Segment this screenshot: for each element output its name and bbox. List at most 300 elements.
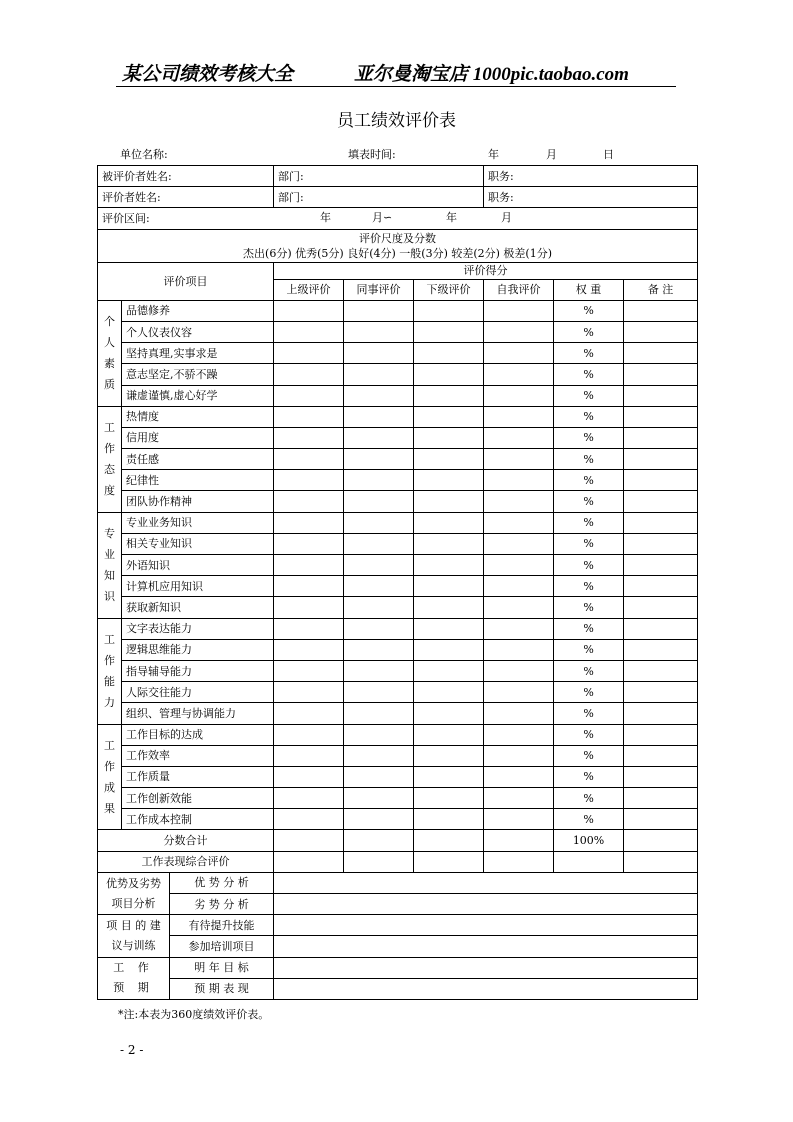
overall-row xyxy=(98,851,698,872)
peer-score-cell[interactable] xyxy=(344,321,414,342)
remark-cell[interactable] xyxy=(624,660,698,681)
subordinate-score-cell[interactable] xyxy=(414,385,484,406)
weight-percent-cell[interactable]: % xyxy=(554,470,624,491)
remark-cell[interactable] xyxy=(624,427,698,448)
total-superior-cell[interactable] xyxy=(274,830,344,851)
superior-score-cell[interactable] xyxy=(274,300,344,321)
self-score-cell[interactable] xyxy=(484,364,554,385)
page-number: - 2 - xyxy=(120,1043,144,1057)
self-score-cell[interactable] xyxy=(484,321,554,342)
evaluator-name-field[interactable]: 评价者姓名: xyxy=(98,187,274,208)
superior-score-cell[interactable] xyxy=(274,809,344,830)
peer-score-cell[interactable] xyxy=(344,533,414,554)
item-label: 品德修养 xyxy=(122,300,274,321)
subordinate-score-cell[interactable] xyxy=(414,555,484,576)
remark-cell[interactable] xyxy=(624,576,698,597)
period-label: 评价区间: xyxy=(102,211,150,225)
scale-title: 评价尺度及分数 xyxy=(359,231,437,245)
advice-label-line2: 议与训练 xyxy=(111,938,156,952)
superior-score-cell[interactable] xyxy=(274,427,344,448)
skills-row xyxy=(98,915,698,936)
subordinate-score-cell[interactable] xyxy=(414,724,484,745)
remark-cell[interactable] xyxy=(624,555,698,576)
subordinate-score-cell[interactable] xyxy=(414,321,484,342)
category-label-char: 工 xyxy=(104,421,115,435)
weight-percent-cell[interactable]: % xyxy=(554,406,624,427)
self-score-cell[interactable] xyxy=(484,470,554,491)
item-label: 意志坚定,不骄不躁 xyxy=(122,364,274,385)
category-label-char: 态 xyxy=(104,463,115,477)
item-label: 坚持真理,实事求是 xyxy=(122,343,274,364)
category-label-char: 工 xyxy=(104,633,115,647)
total-remark-cell[interactable] xyxy=(624,830,698,851)
self-score-cell[interactable] xyxy=(484,555,554,576)
superior-score-cell[interactable] xyxy=(274,618,344,639)
weakness-row xyxy=(98,894,698,915)
superior-score-cell[interactable] xyxy=(274,788,344,809)
subordinate-score-cell[interactable] xyxy=(414,576,484,597)
subordinate-score-cell[interactable] xyxy=(414,682,484,703)
weight-percent-cell[interactable]: % xyxy=(554,343,624,364)
superior-column-header: 上级评价 xyxy=(274,279,344,300)
item-label: 团队协作精神 xyxy=(122,491,274,512)
subordinate-score-cell[interactable] xyxy=(414,788,484,809)
peer-score-cell[interactable] xyxy=(344,682,414,703)
peer-column-header: 同事评价 xyxy=(344,279,414,300)
overall-peer-cell[interactable] xyxy=(344,851,414,872)
superior-score-cell[interactable] xyxy=(274,745,344,766)
item-column-header: 评价项目 xyxy=(98,262,274,300)
item-label: 信用度 xyxy=(122,427,274,448)
remark-cell[interactable] xyxy=(624,788,698,809)
weight-percent-cell[interactable]: % xyxy=(554,321,624,342)
skills-field[interactable] xyxy=(274,915,698,936)
self-score-cell[interactable] xyxy=(484,406,554,427)
weight-percent-cell[interactable]: % xyxy=(554,639,624,660)
item-label: 外语知识 xyxy=(122,555,274,576)
remark-cell[interactable] xyxy=(624,533,698,554)
superior-score-cell[interactable] xyxy=(274,533,344,554)
overall-label: 工作表现综合评价 xyxy=(98,851,274,872)
peer-score-cell[interactable] xyxy=(344,576,414,597)
training-field[interactable] xyxy=(274,936,698,957)
superior-score-cell[interactable] xyxy=(274,470,344,491)
remark-cell[interactable] xyxy=(624,809,698,830)
superior-score-cell[interactable] xyxy=(274,597,344,618)
item-row xyxy=(98,449,698,470)
weakness-label: 劣 势 分 析 xyxy=(170,894,274,915)
evaluator-position-field[interactable]: 职务: xyxy=(484,187,698,208)
weight-percent-cell[interactable]: % xyxy=(554,449,624,470)
total-self-cell[interactable] xyxy=(484,830,554,851)
subordinate-score-cell[interactable] xyxy=(414,300,484,321)
category-label-char: 果 xyxy=(104,801,115,815)
weakness-field[interactable] xyxy=(274,894,698,915)
item-row xyxy=(98,745,698,766)
scale-row xyxy=(98,229,698,262)
peer-score-cell[interactable] xyxy=(344,555,414,576)
subordinate-score-cell[interactable] xyxy=(414,406,484,427)
weight-percent-cell[interactable]: % xyxy=(554,703,624,724)
remark-cell[interactable] xyxy=(624,618,698,639)
item-label: 工作成本控制 xyxy=(122,809,274,830)
peer-score-cell[interactable] xyxy=(344,745,414,766)
weight-percent-cell[interactable]: % xyxy=(554,427,624,448)
category-label-char: 专 xyxy=(104,527,115,541)
footnote: *注:本表为360度绩效评价表。 xyxy=(118,1008,270,1021)
self-score-cell[interactable] xyxy=(484,491,554,512)
subordinate-column-header: 下级评价 xyxy=(414,279,484,300)
remark-cell[interactable] xyxy=(624,449,698,470)
analysis-label-line1: 优势及劣势 xyxy=(106,876,161,890)
item-row xyxy=(98,809,698,830)
skills-label: 有待提升技能 xyxy=(170,915,274,936)
self-score-cell[interactable] xyxy=(484,533,554,554)
subordinate-score-cell[interactable] xyxy=(414,449,484,470)
item-row xyxy=(98,682,698,703)
superior-score-cell[interactable] xyxy=(274,321,344,342)
superior-score-cell[interactable] xyxy=(274,491,344,512)
superior-score-cell[interactable] xyxy=(274,682,344,703)
advice-label xyxy=(98,915,170,957)
peer-score-cell[interactable] xyxy=(344,449,414,470)
self-score-cell[interactable] xyxy=(484,724,554,745)
self-score-cell[interactable] xyxy=(484,427,554,448)
weight-percent-cell[interactable]: % xyxy=(554,682,624,703)
item-label: 文字表达能力 xyxy=(122,618,274,639)
self-score-cell[interactable] xyxy=(484,343,554,364)
weight-percent-cell[interactable]: % xyxy=(554,385,624,406)
goal-field[interactable] xyxy=(274,957,698,978)
remark-cell[interactable] xyxy=(624,300,698,321)
superior-score-cell[interactable] xyxy=(274,576,344,597)
item-label: 纪律性 xyxy=(122,470,274,491)
category-label xyxy=(98,724,122,830)
subordinate-score-cell[interactable] xyxy=(414,639,484,660)
superior-score-cell[interactable] xyxy=(274,766,344,787)
remark-column-header: 备 注 xyxy=(624,279,698,300)
superior-score-cell[interactable] xyxy=(274,449,344,470)
item-row xyxy=(98,597,698,618)
weight-percent-cell[interactable]: % xyxy=(554,724,624,745)
peer-score-cell[interactable] xyxy=(344,427,414,448)
item-row xyxy=(98,618,698,639)
subordinate-score-cell[interactable] xyxy=(414,364,484,385)
weight-percent-cell[interactable]: % xyxy=(554,597,624,618)
expect-field[interactable] xyxy=(274,978,698,999)
self-column-header: 自我评价 xyxy=(484,279,554,300)
column-header-row-1 xyxy=(98,262,698,279)
item-label: 指导辅导能力 xyxy=(122,660,274,681)
remark-cell[interactable] xyxy=(624,385,698,406)
weight-percent-cell[interactable]: % xyxy=(554,300,624,321)
remark-cell[interactable] xyxy=(624,703,698,724)
self-score-cell[interactable] xyxy=(484,682,554,703)
peer-score-cell[interactable] xyxy=(344,639,414,660)
item-row xyxy=(98,470,698,491)
remark-cell[interactable] xyxy=(624,724,698,745)
subordinate-score-cell[interactable] xyxy=(414,427,484,448)
item-row xyxy=(98,343,698,364)
item-row xyxy=(98,512,698,533)
period-field[interactable] xyxy=(98,208,698,229)
peer-score-cell[interactable] xyxy=(344,512,414,533)
item-label: 谦虚谨慎,虚心好学 xyxy=(122,385,274,406)
evaluatee-position-field[interactable]: 职务: xyxy=(484,166,698,187)
weight-percent-cell[interactable]: % xyxy=(554,512,624,533)
remark-cell[interactable] xyxy=(624,639,698,660)
superior-score-cell[interactable] xyxy=(274,364,344,385)
superior-score-cell[interactable] xyxy=(274,406,344,427)
weight-percent-cell[interactable]: % xyxy=(554,745,624,766)
item-label: 个人仪表仪容 xyxy=(122,321,274,342)
item-row xyxy=(98,788,698,809)
score-group-header: 评价得分 xyxy=(274,262,698,279)
peer-score-cell[interactable] xyxy=(344,809,414,830)
remark-cell[interactable] xyxy=(624,745,698,766)
item-row xyxy=(98,364,698,385)
remark-cell[interactable] xyxy=(624,766,698,787)
analysis-label-line2: 项目分析 xyxy=(111,896,156,910)
item-label: 组织、管理与协调能力 xyxy=(122,703,274,724)
item-row xyxy=(98,639,698,660)
peer-score-cell[interactable] xyxy=(344,660,414,681)
strength-field[interactable] xyxy=(274,872,698,893)
self-score-cell[interactable] xyxy=(484,766,554,787)
superior-score-cell[interactable] xyxy=(274,660,344,681)
overall-weight-cell[interactable] xyxy=(554,851,624,872)
subordinate-score-cell[interactable] xyxy=(414,809,484,830)
peer-score-cell[interactable] xyxy=(344,300,414,321)
item-row xyxy=(98,724,698,745)
self-score-cell[interactable] xyxy=(484,597,554,618)
item-label: 人际交往能力 xyxy=(122,682,274,703)
category-label-char: 作 xyxy=(104,759,115,773)
forecast-label xyxy=(98,957,170,999)
header-right-text: 亚尔曼淘宝店 1000pic.taobao.com xyxy=(354,64,629,85)
remark-cell[interactable] xyxy=(624,364,698,385)
superior-score-cell[interactable] xyxy=(274,512,344,533)
self-score-cell[interactable] xyxy=(484,788,554,809)
self-score-cell[interactable] xyxy=(484,512,554,533)
self-score-cell[interactable] xyxy=(484,660,554,681)
item-label: 热情度 xyxy=(122,406,274,427)
period-year-from: 年 xyxy=(320,211,331,225)
category-label-char: 个 xyxy=(104,315,115,329)
category-label-char: 识 xyxy=(104,590,115,604)
peer-score-cell[interactable] xyxy=(344,491,414,512)
item-label: 工作质量 xyxy=(122,766,274,787)
period-row xyxy=(98,208,698,229)
unit-name-label: 单位名称: xyxy=(120,148,168,161)
total-row xyxy=(98,830,698,851)
item-row xyxy=(98,491,698,512)
total-label: 分数合计 xyxy=(98,830,274,851)
overall-subordinate-cell[interactable] xyxy=(414,851,484,872)
scale-cell xyxy=(98,229,698,262)
category-label-char: 力 xyxy=(104,696,115,710)
weight-percent-cell[interactable]: % xyxy=(554,533,624,554)
item-row xyxy=(98,703,698,724)
weight-percent-cell[interactable]: % xyxy=(554,788,624,809)
items-body xyxy=(98,300,698,830)
goal-row xyxy=(98,957,698,978)
item-row xyxy=(98,766,698,787)
item-label: 计算机应用知识 xyxy=(122,576,274,597)
subordinate-score-cell[interactable] xyxy=(414,512,484,533)
superior-score-cell[interactable] xyxy=(274,385,344,406)
subordinate-score-cell[interactable] xyxy=(414,703,484,724)
evaluation-table xyxy=(97,165,698,1000)
item-label: 逻辑思维能力 xyxy=(122,639,274,660)
category-label xyxy=(98,512,122,618)
weight-percent-cell[interactable]: % xyxy=(554,766,624,787)
peer-score-cell[interactable] xyxy=(344,788,414,809)
subordinate-score-cell[interactable] xyxy=(414,597,484,618)
fill-month-label: 月 xyxy=(546,148,557,161)
evaluator-row xyxy=(98,187,698,208)
self-score-cell[interactable] xyxy=(484,576,554,597)
subordinate-score-cell[interactable] xyxy=(414,470,484,491)
remark-cell[interactable] xyxy=(624,512,698,533)
category-label xyxy=(98,300,122,406)
self-score-cell[interactable] xyxy=(484,703,554,724)
item-label: 工作目标的达成 xyxy=(122,724,274,745)
peer-score-cell[interactable] xyxy=(344,766,414,787)
category-label-char: 作 xyxy=(104,654,115,668)
weight-percent-cell[interactable]: % xyxy=(554,364,624,385)
self-score-cell[interactable] xyxy=(484,385,554,406)
period-month-from: 月∽ xyxy=(372,211,393,225)
fill-time-label: 填表时间: xyxy=(348,148,396,161)
self-score-cell[interactable] xyxy=(484,809,554,830)
forecast-label-line2: 预 期 xyxy=(113,981,154,995)
category-label-char: 工 xyxy=(104,738,115,752)
weight-percent-cell[interactable]: % xyxy=(554,555,624,576)
analysis-label xyxy=(98,872,170,914)
weight-percent-cell[interactable]: % xyxy=(554,809,624,830)
evaluator-dept-field[interactable]: 部门: xyxy=(274,187,484,208)
item-label: 获取新知识 xyxy=(122,597,274,618)
expect-row xyxy=(98,978,698,999)
subordinate-score-cell[interactable] xyxy=(414,618,484,639)
category-label xyxy=(98,406,122,512)
subordinate-score-cell[interactable] xyxy=(414,491,484,512)
remark-cell[interactable] xyxy=(624,343,698,364)
evaluatee-row xyxy=(98,166,698,187)
superior-score-cell[interactable] xyxy=(274,555,344,576)
fill-day-label: 日 xyxy=(603,148,614,161)
form-title: 员工绩效评价表 xyxy=(337,111,456,131)
superior-score-cell[interactable] xyxy=(274,343,344,364)
peer-score-cell[interactable] xyxy=(344,618,414,639)
category-label-char: 度 xyxy=(104,484,115,498)
subordinate-score-cell[interactable] xyxy=(414,533,484,554)
strength-row xyxy=(98,872,698,893)
peer-score-cell[interactable] xyxy=(344,597,414,618)
remark-cell[interactable] xyxy=(624,597,698,618)
item-row xyxy=(98,427,698,448)
item-row xyxy=(98,660,698,681)
remark-cell[interactable] xyxy=(624,470,698,491)
superior-score-cell[interactable] xyxy=(274,703,344,724)
expect-label: 预 期 表 现 xyxy=(170,978,274,999)
evaluatee-dept-field[interactable]: 部门: xyxy=(274,166,484,187)
weight-percent-cell[interactable]: % xyxy=(554,618,624,639)
remark-cell[interactable] xyxy=(624,682,698,703)
peer-score-cell[interactable] xyxy=(344,703,414,724)
training-row xyxy=(98,936,698,957)
self-score-cell[interactable] xyxy=(484,618,554,639)
weight-percent-cell[interactable]: % xyxy=(554,660,624,681)
advice-label-line1: 项 目 的 建 xyxy=(106,918,161,932)
page-header xyxy=(116,56,676,87)
item-row xyxy=(98,533,698,554)
peer-score-cell[interactable] xyxy=(344,724,414,745)
peer-score-cell[interactable] xyxy=(344,364,414,385)
peer-score-cell[interactable] xyxy=(344,406,414,427)
header-left-text: 某公司绩效考核大全 xyxy=(122,64,294,85)
subordinate-score-cell[interactable] xyxy=(414,343,484,364)
peer-score-cell[interactable] xyxy=(344,343,414,364)
period-year-to: 年 xyxy=(446,211,457,225)
weight-percent-cell[interactable]: % xyxy=(554,491,624,512)
subordinate-score-cell[interactable] xyxy=(414,766,484,787)
training-label: 参加培训项目 xyxy=(170,936,274,957)
overall-remark-cell[interactable] xyxy=(624,851,698,872)
evaluatee-name-field[interactable]: 被评价者姓名: xyxy=(98,166,274,187)
item-row xyxy=(98,576,698,597)
subordinate-score-cell[interactable] xyxy=(414,745,484,766)
category-label-char: 作 xyxy=(104,442,115,456)
category-label-char: 成 xyxy=(104,780,115,794)
self-score-cell[interactable] xyxy=(484,745,554,766)
weight-column-header: 权 重 xyxy=(554,279,624,300)
overall-superior-cell[interactable] xyxy=(274,851,344,872)
item-row xyxy=(98,555,698,576)
strength-label: 优 势 分 析 xyxy=(170,872,274,893)
peer-score-cell[interactable] xyxy=(344,385,414,406)
peer-score-cell[interactable] xyxy=(344,470,414,491)
category-label-char: 业 xyxy=(104,548,115,562)
category-label-char: 能 xyxy=(104,675,115,689)
superior-score-cell[interactable] xyxy=(274,639,344,660)
item-row xyxy=(98,385,698,406)
self-score-cell[interactable] xyxy=(484,300,554,321)
item-label: 工作创新效能 xyxy=(122,788,274,809)
superior-score-cell[interactable] xyxy=(274,724,344,745)
subordinate-score-cell[interactable] xyxy=(414,660,484,681)
remark-cell[interactable] xyxy=(624,406,698,427)
category-label-char: 素 xyxy=(104,357,115,371)
overall-self-cell[interactable] xyxy=(484,851,554,872)
remark-cell[interactable] xyxy=(624,321,698,342)
remark-cell[interactable] xyxy=(624,491,698,512)
forecast-label-line1: 工 作 xyxy=(113,961,154,975)
category-label-char: 知 xyxy=(104,569,115,583)
item-label: 专业业务知识 xyxy=(122,512,274,533)
category-label xyxy=(98,618,122,724)
total-peer-cell[interactable] xyxy=(344,830,414,851)
scale-levels: 杰出(6分) 优秀(5分) 良好(4分) 一般(3分) 较差(2分) 极差(1分) xyxy=(243,246,553,260)
total-subordinate-cell[interactable] xyxy=(414,830,484,851)
weight-percent-cell[interactable]: % xyxy=(554,576,624,597)
self-score-cell[interactable] xyxy=(484,449,554,470)
self-score-cell[interactable] xyxy=(484,639,554,660)
period-month-to: 月 xyxy=(501,211,512,225)
item-row xyxy=(98,406,698,427)
item-label: 相关专业知识 xyxy=(122,533,274,554)
